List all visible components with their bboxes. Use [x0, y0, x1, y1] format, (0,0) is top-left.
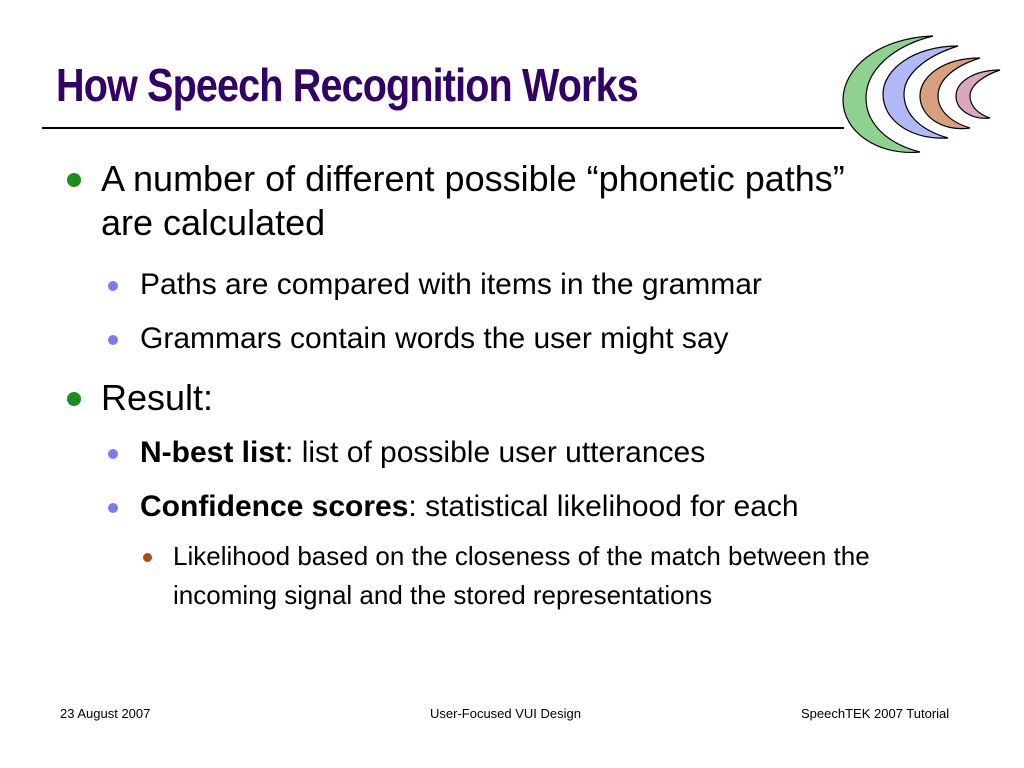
- footer-date: 23 August 2007: [60, 706, 151, 721]
- slide-title: How Speech Recognition Works: [56, 59, 638, 111]
- bullet-text: A number of different possible “phonetic paths” are calculated: [101, 158, 845, 243]
- bullet-text: : list of possible user utterances: [285, 436, 706, 469]
- bullet-text: Result:: [101, 377, 214, 418]
- bullet-item-3: [140, 321, 940, 357]
- bullet-text: Grammars contain words the user might say: [140, 322, 729, 355]
- bullet-text: Paths are compared with items in the grammar: [140, 268, 762, 301]
- bullet-dot: [108, 449, 118, 459]
- footer-right: SpeechTEK 2007 Tutorial: [801, 706, 950, 721]
- bullet-dot: [108, 503, 118, 513]
- bullet-item-2: [140, 267, 940, 303]
- bullet-dot: [67, 173, 81, 187]
- bullet-item-4: [101, 376, 871, 420]
- bullet-text: Likelihood based on the closeness of the match between the incoming signal and the stored representations: [173, 541, 870, 610]
- bullet-dot: [108, 335, 118, 345]
- bullet-term: N-best list: [140, 436, 286, 469]
- bullet-item-6: [140, 489, 980, 525]
- bullet-term: Confidence scores: [140, 490, 409, 523]
- bullet-item-5: [140, 435, 960, 471]
- bullet-dot: [108, 281, 118, 291]
- bullet-item-1: [101, 157, 871, 245]
- bullet-dot: [143, 553, 152, 562]
- footer-center: User-Focused VUI Design: [430, 706, 581, 721]
- bullet-item-7: [173, 537, 873, 615]
- bullet-dot: [67, 392, 81, 406]
- bullet-text: : statistical likelihood for each: [408, 490, 799, 523]
